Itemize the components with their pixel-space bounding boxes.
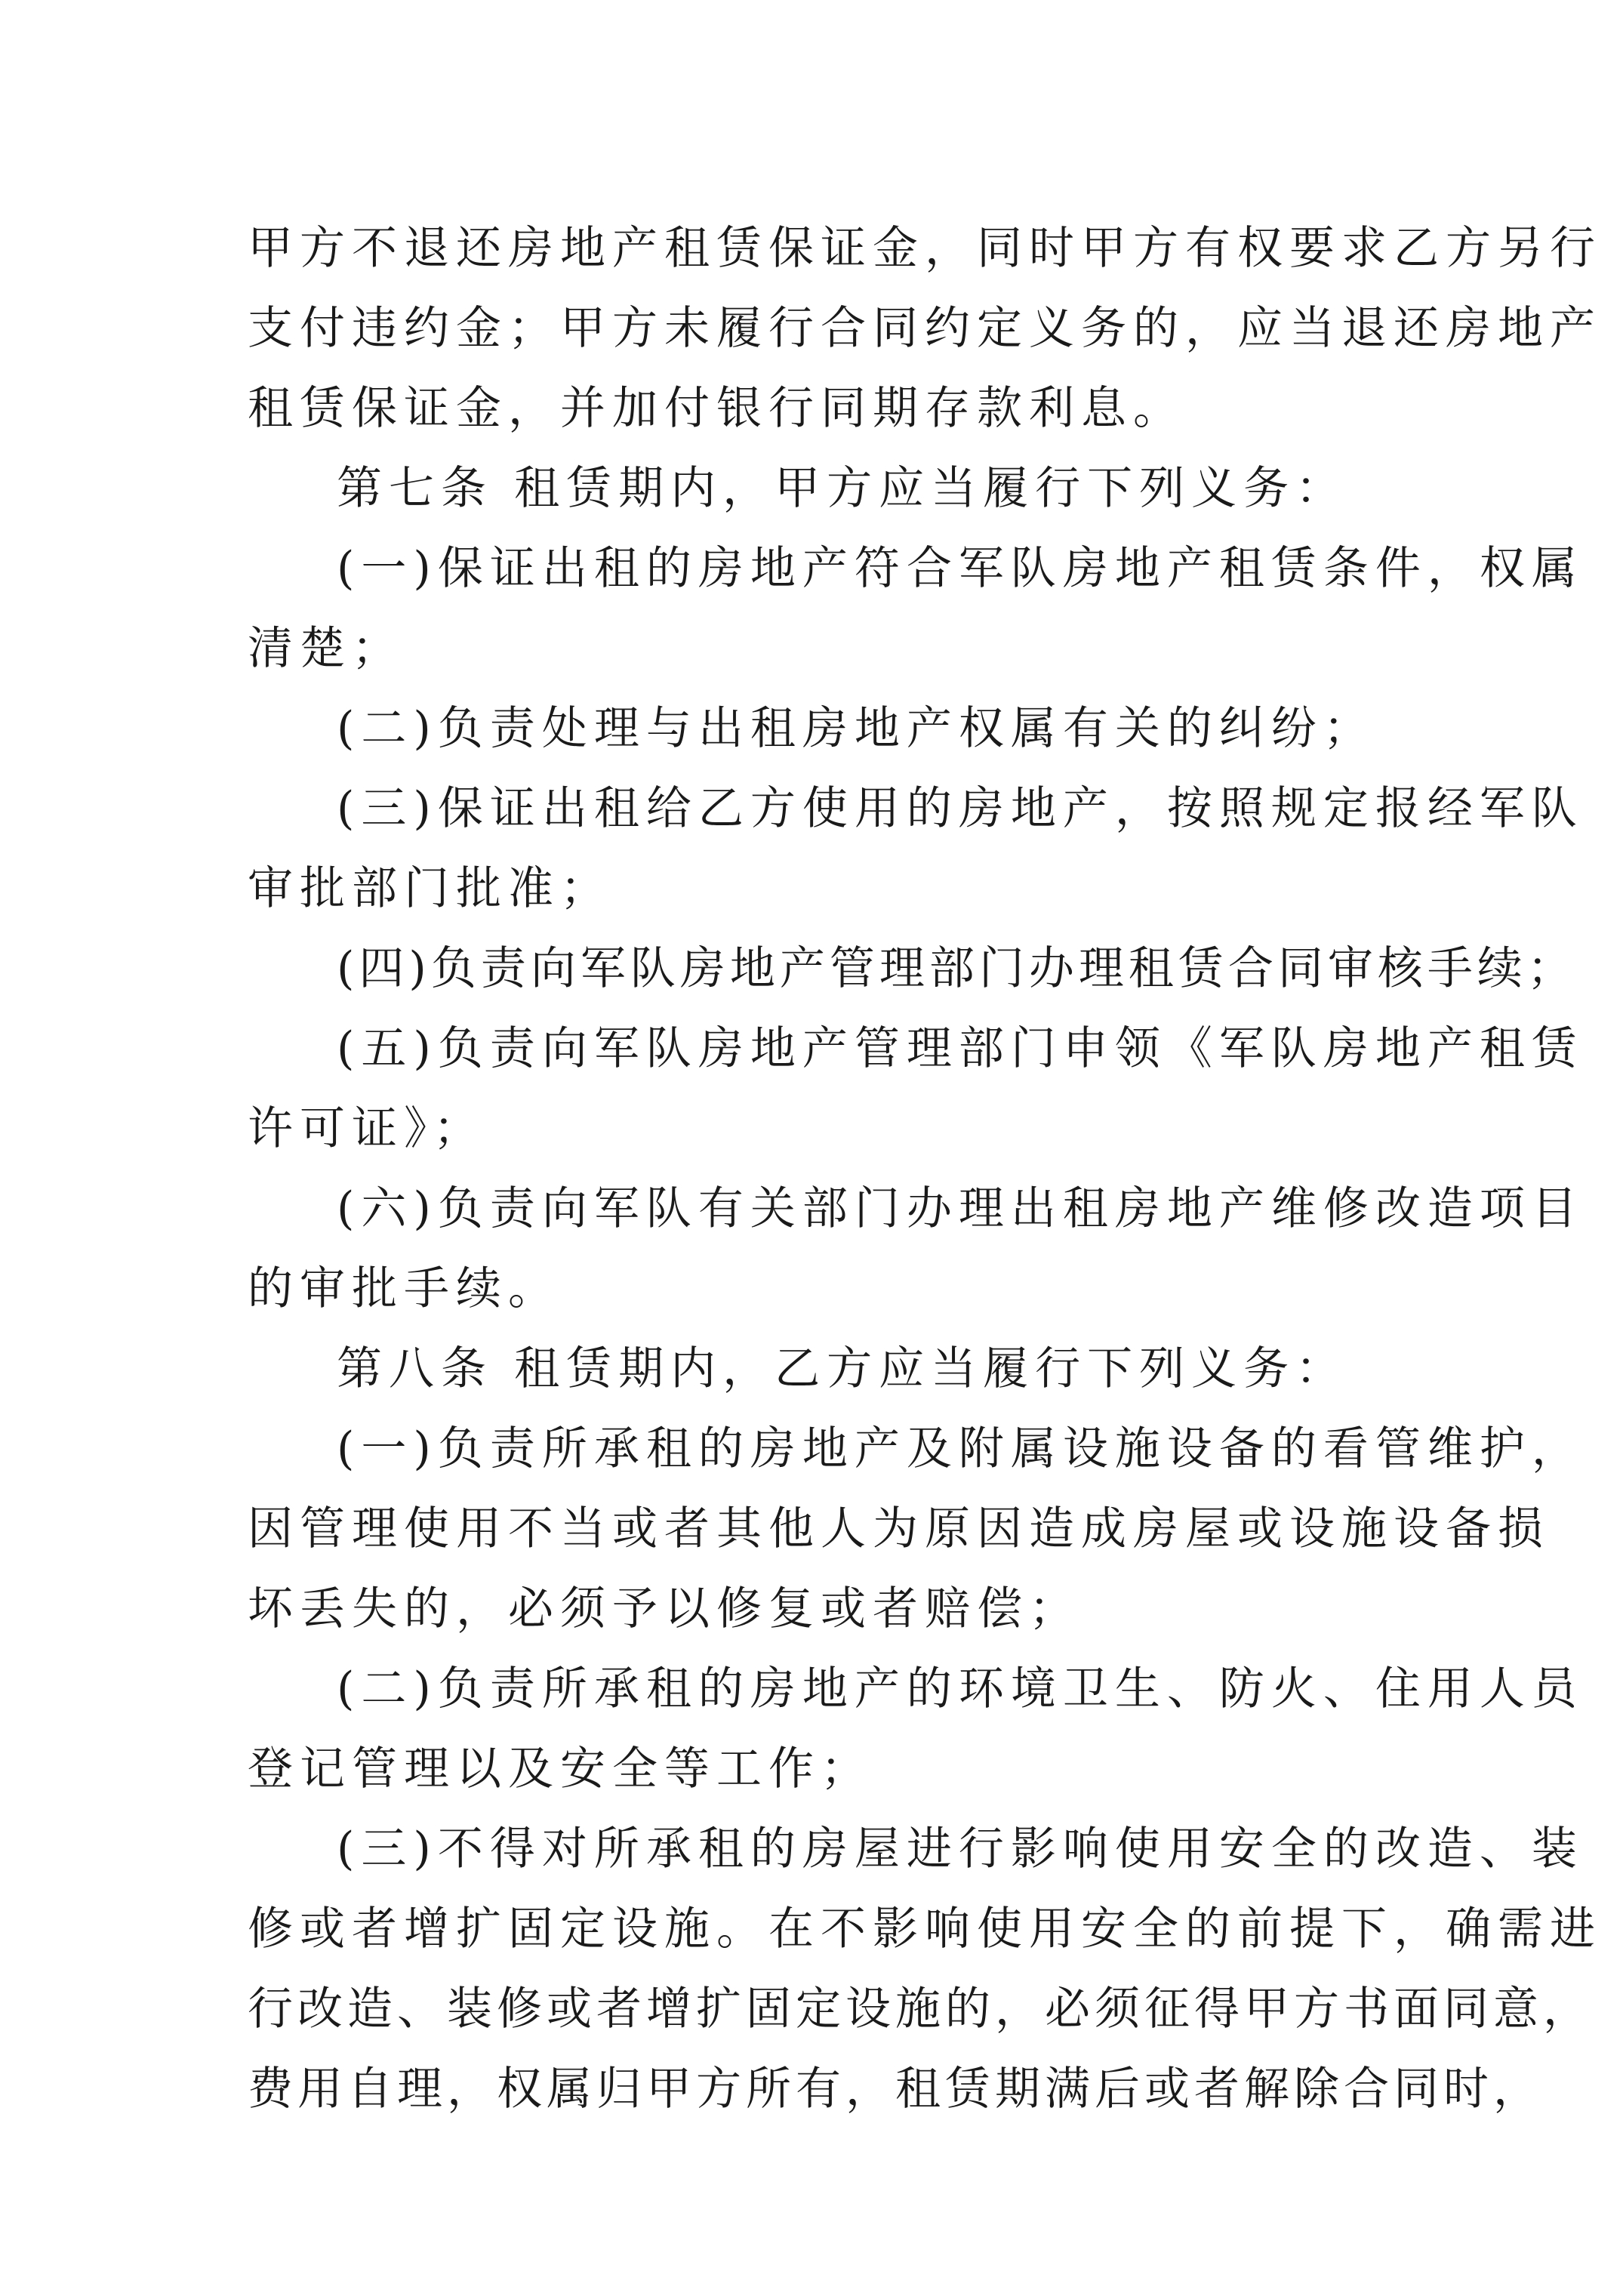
document-body <box>248 208 1602 2129</box>
list-item: (二)负责所承租的房地产的环境卫生、防火、住用人员 <box>337 1663 1584 1715</box>
list-item: (五)负责向军队房地产管理部门申领《军队房地产租赁 <box>337 1022 1584 1075</box>
text-line: 修或者增扩固定设施。在不影响使用安全的前提下，确需进 <box>248 1903 1602 1955</box>
text-line: 行改造、装修或者增扩固定设施的，必须征得甲方书面同意， <box>248 1983 1593 2036</box>
list-item: (三)保证出租给乙方使用的房地产，按照规定报经军队 <box>337 782 1584 835</box>
text-line: 审批部门批准； <box>248 862 612 915</box>
list-item: (一)负责所承租的房地产及附属设施设备的看管维护， <box>337 1422 1584 1475</box>
list-item: (一)保证出租的房地产符合军队房地产租赁条件，权属 <box>337 542 1584 595</box>
text-line: 清楚； <box>248 622 404 675</box>
list-item: (四)负责向军队房地产管理部门办理租赁合同审核手续； <box>337 942 1577 995</box>
list-item: (三)不得对所承租的房屋进行影响使用安全的改造、装 <box>337 1823 1584 1875</box>
text-line: 因管理使用不当或者其他人为原因造成房屋或设施设备损 <box>248 1502 1550 1555</box>
text-line: 租赁保证金，并加付银行同期存款利息。 <box>248 382 1185 435</box>
text-line: 许可证》； <box>248 1102 485 1155</box>
article-8-heading: 第八条 租赁期内，乙方应当履行下列义务： <box>337 1342 1348 1395</box>
text-line: 坏丢失的，必须予以修复或者赔偿； <box>248 1583 1081 1635</box>
text-line: 费用自理，权属归甲方所有，租赁期满后或者解除合同时， <box>248 2063 1543 2116</box>
text-line: 的审批手续。 <box>248 1262 560 1315</box>
article-7-heading: 第七条 租赁期内，甲方应当履行下列义务： <box>337 462 1348 515</box>
text-line: 支付违约金；甲方未履行合同约定义务的，应当退还房地产 <box>248 302 1602 355</box>
text-line: 登记管理以及安全等工作； <box>248 1743 873 1795</box>
text-line: 甲方不退还房地产租赁保证金，同时甲方有权要求乙方另行 <box>248 222 1602 275</box>
list-item: (六)负责向军队有关部门办理出租房地产维修改造项目 <box>337 1182 1584 1235</box>
list-item: (二)负责处理与出租房地产权属有关的纠纷； <box>337 702 1375 755</box>
